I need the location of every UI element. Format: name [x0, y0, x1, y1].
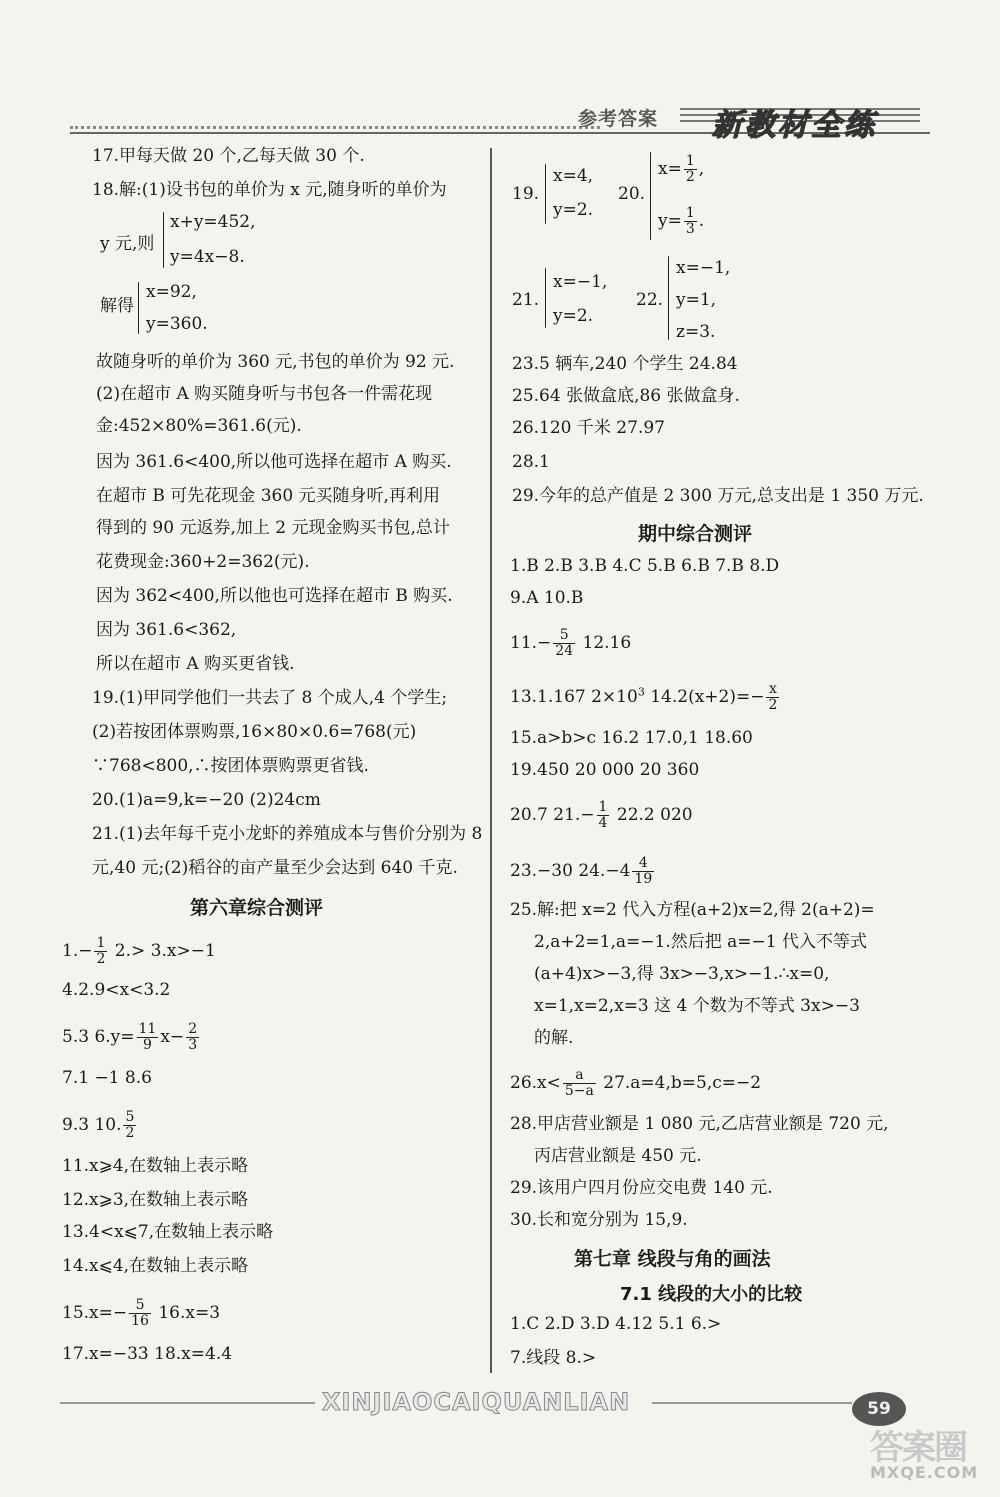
numerator: 5: [553, 628, 575, 644]
answer-18-y: y 元,则: [100, 234, 155, 254]
text: 14.2(x+2)=−: [644, 687, 765, 707]
section-7-1-heading: 7.1 线段的大小的比较: [620, 1284, 803, 1305]
fraction: [137, 1022, 159, 1053]
fraction: [684, 206, 697, 237]
numerator: 1: [96, 935, 106, 951]
answer-19-line: (2)若按团体票购票,16×80×0.6=768(元): [92, 722, 417, 742]
system-eq: y= $\frac{1}{3}$ .: [658, 205, 705, 237]
exponent: 3: [637, 685, 645, 699]
ch6-answer-12: 12.x⩾3,在数轴上表示略: [62, 1190, 249, 1210]
ch7-answer-1: 1.C 2.D 3.D 4.12 5.1 6.>: [510, 1314, 722, 1334]
text: y=: [658, 211, 682, 231]
midterm-answer-9: 9.A 10.B: [510, 588, 584, 608]
numerator: 4: [632, 856, 654, 872]
ch6-answer-14: 14.x⩽4,在数轴上表示略: [62, 1256, 249, 1276]
text: 5.3 6.y=: [62, 1027, 135, 1047]
solution-eq-1: x=92,: [146, 282, 197, 302]
fraction: [123, 1110, 136, 1141]
text: 13.1.167 2×10: [510, 687, 638, 707]
ch6-answer-13: 13.4<x⩽7,在数轴上表示略: [62, 1222, 274, 1242]
midterm-answer-15: 15.a>b>c 16.2 17.0,1 18.60: [510, 728, 753, 748]
answer-18-line: 因为 361.6<400,所以他可选择在超市 A 购买.: [96, 452, 452, 472]
answer-19-line: 19.(1)甲同学他们一共去了 8 个成人,4 个学生;: [92, 688, 448, 708]
numerator: 1: [685, 153, 695, 169]
answer-18-line: 故随身听的单价为 360 元,书包的单价为 92 元.: [96, 352, 455, 372]
system-eq: x=4,: [553, 166, 594, 186]
midterm-answer-13: [510, 682, 781, 713]
answer-21-line: 21.(1)去年每千克小龙虾的养殖成本与售价分别为 8: [92, 824, 483, 844]
brace: [138, 282, 139, 334]
text: x−: [160, 1027, 185, 1047]
fraction: [684, 154, 697, 185]
ch6-answer-5: [62, 1022, 201, 1053]
answer-19-label: 19.: [512, 184, 540, 204]
numerator: 5: [125, 1109, 135, 1125]
brace: [163, 212, 164, 268]
answer-28: 28.1: [512, 452, 550, 472]
chapter-6-heading: 第六章综合测评: [190, 897, 324, 919]
fraction: [563, 1068, 596, 1099]
text: 23.−30 24.−4: [510, 861, 631, 881]
system-eq-2: y=4x−8.: [170, 247, 245, 267]
text: 20.7 21.−: [510, 805, 595, 825]
answer-29: 29.今年的总产值是 2 300 万元,总支出是 1 350 万元.: [512, 486, 924, 506]
denominator: 5−a: [564, 1083, 594, 1099]
text: 12.16: [577, 633, 632, 653]
solution-eq-2: y=360.: [146, 314, 208, 334]
page-number: 59: [852, 1392, 906, 1426]
answer-21-label: 21.: [512, 290, 540, 310]
text: 16.x=3: [152, 1303, 221, 1323]
ch6-answer-11: 11.x⩾4,在数轴上表示略: [62, 1156, 249, 1176]
denominator: 2: [125, 1125, 135, 1141]
answer-17: 17.甲每天做 20 个,乙每天做 30 个.: [92, 146, 365, 166]
answer-18-line: 得到的 90 元返券,加上 2 元现金购买书包,总计: [96, 518, 450, 538]
answer-18-line: 因为 361.6<362,: [96, 620, 237, 640]
fraction: [186, 1022, 199, 1053]
numerator: x: [766, 682, 779, 698]
answer-18-line: 花费现金:360+2=362(元).: [96, 552, 310, 572]
fraction: [597, 800, 610, 831]
system-eq-1: x+y=452,: [170, 212, 256, 232]
chapter-7-heading: 第七章 线段与角的画法: [574, 1248, 771, 1270]
system-eq: z=3.: [676, 322, 716, 342]
midterm-answer-25-line: (a+4)x>−3,得 3x>−3,x>−1.∴x=0,: [534, 964, 830, 984]
midterm-answer-25-line: 25.解:把 x=2 代入方程(a+2)x=2,得 2(a+2)=: [510, 900, 875, 920]
denominator: 4: [598, 815, 608, 831]
text: 1.−: [62, 941, 93, 961]
fraction: [632, 856, 654, 887]
midterm-answer-26: [510, 1068, 761, 1099]
brace: [668, 256, 669, 340]
midterm-answer-30: 30.长和宽分别为 15,9.: [510, 1210, 688, 1230]
denominator: 24: [555, 643, 574, 659]
answer-25: 25.64 张做盒底,86 张做盒身.: [512, 386, 740, 406]
watermark-url: MXQE.COM: [870, 1463, 979, 1482]
fraction: [553, 628, 575, 659]
footer-rule-right: [652, 1402, 852, 1404]
header-brand: 新教材全练: [712, 108, 877, 143]
system-eq: y=1,: [676, 290, 717, 310]
system-eq: y=2.: [553, 200, 594, 220]
answer-19-line: ∵768<800,∴按团体票购票更省钱.: [92, 756, 369, 776]
answer-20: 20.(1)a=9,k=−20 (2)24cm: [92, 790, 321, 810]
column-divider: [490, 148, 492, 1373]
ch6-answer-7: 7.1 −1 8.6: [62, 1068, 152, 1088]
answer-18-line: 金:452×80%=361.6(元).: [96, 416, 302, 436]
midterm-answer-25-line: x=1,x=2,x=3 这 4 个数为不等式 3x>−3: [534, 996, 860, 1016]
fraction: [129, 1298, 151, 1329]
numerator: 2: [188, 1021, 198, 1037]
answer-18-solve: 解得: [100, 296, 134, 316]
midterm-answer-29: 29.该用户四月份应交电费 140 元.: [510, 1178, 773, 1198]
midterm-answer-23: [510, 856, 656, 887]
midterm-answer-25-line: 的解.: [534, 1028, 574, 1048]
ch6-answer-9: [62, 1110, 138, 1141]
text: x=: [658, 159, 682, 179]
answer-20-label: 20.: [618, 184, 646, 204]
midterm-answer-28-line: 28.甲店营业额是 1 080 元,乙店营业额是 720 元,: [510, 1114, 889, 1134]
footer-brand-text: XINJIAOCAIQUANLIAN: [322, 1388, 631, 1416]
midterm-answer-1: 1.B 2.B 3.B 4.C 5.B 6.B 7.B 8.D: [510, 556, 780, 576]
numerator: 1: [598, 799, 608, 815]
numerator: a: [563, 1068, 596, 1084]
answer-22-label: 22.: [636, 290, 664, 310]
answer-26: 26.120 千米 27.97: [512, 418, 665, 438]
text: 9.3 10.: [62, 1115, 122, 1135]
answer-18-line: (2)在超市 A 购买随身听与书包各一件需花现: [96, 384, 433, 404]
numerator: 5: [129, 1298, 151, 1314]
answer-18-intro: 18.解:(1)设书包的单价为 x 元,随身听的单价为: [92, 180, 447, 200]
denominator: 19: [634, 871, 653, 887]
answer-18-line: 因为 362<400,所以他也可选择在超市 B 购买.: [96, 586, 453, 606]
denominator: 2: [685, 169, 695, 185]
numerator: 1: [685, 205, 695, 221]
answer-21-line: 元,40 元;(2)稻谷的亩产量至少会达到 640 千克.: [92, 858, 458, 878]
midterm-heading: 期中综合测评: [638, 523, 753, 545]
denominator: 2: [768, 697, 778, 713]
text: 2.> 3.x>−1: [109, 941, 216, 961]
answer-18-line: 在超市 B 可先花现金 360 元买随身听,再利用: [96, 486, 440, 506]
text: 15.x=−: [62, 1303, 128, 1323]
fraction: [766, 682, 779, 713]
denominator: 2: [96, 951, 106, 967]
text: 26.x<: [510, 1073, 561, 1093]
system-eq: x=−1,: [553, 272, 608, 292]
denominator: 3: [188, 1037, 198, 1053]
watermark-logo: [870, 1420, 990, 1490]
answer-18-line: 所以在超市 A 购买更省钱.: [96, 654, 295, 674]
ch6-answer-1: [62, 936, 216, 967]
fraction: [94, 936, 107, 967]
brace: [545, 268, 546, 328]
text: 11.−: [510, 633, 552, 653]
numerator: 11: [138, 1021, 157, 1037]
system-eq: x=−1,: [676, 258, 731, 278]
ch6-answer-4: 4.2.9<x<3.2: [62, 980, 171, 1000]
brace: [545, 164, 546, 224]
ch6-answer-15: [62, 1298, 220, 1329]
text: 22.2 020: [611, 805, 693, 825]
system-eq: y=2.: [553, 306, 594, 326]
answer-23: 23.5 辆车,240 个学生 24.84: [512, 354, 738, 374]
denominator: 16: [131, 1313, 149, 1329]
midterm-answer-28-line: 丙店营业额是 450 元.: [534, 1146, 702, 1166]
watermark-text: 答案圈: [870, 1428, 966, 1468]
midterm-answer-19: 19.450 20 000 20 360: [510, 760, 700, 780]
midterm-answer-25-line: 2,a+2=1,a=−1.然后把 a=−1 代入不等式: [534, 932, 867, 952]
denominator: 3: [685, 221, 695, 237]
system-eq: x= $\frac{1}{2}$ ,: [658, 153, 705, 185]
brace: [650, 152, 651, 240]
ch7-answer-7: 7.线段 8.>: [510, 1348, 597, 1368]
denominator: 9: [142, 1037, 152, 1053]
midterm-answer-11: [510, 628, 631, 659]
ch6-answer-17: 17.x=−33 18.x=4.4: [62, 1344, 233, 1364]
text: 27.a=4,b=5,c=−2: [597, 1073, 762, 1093]
footer-rule-left: [60, 1402, 315, 1404]
header-dotted-rule: [70, 126, 600, 129]
midterm-answer-20: [510, 800, 693, 831]
header-subtitle: 参考答案: [578, 108, 659, 130]
